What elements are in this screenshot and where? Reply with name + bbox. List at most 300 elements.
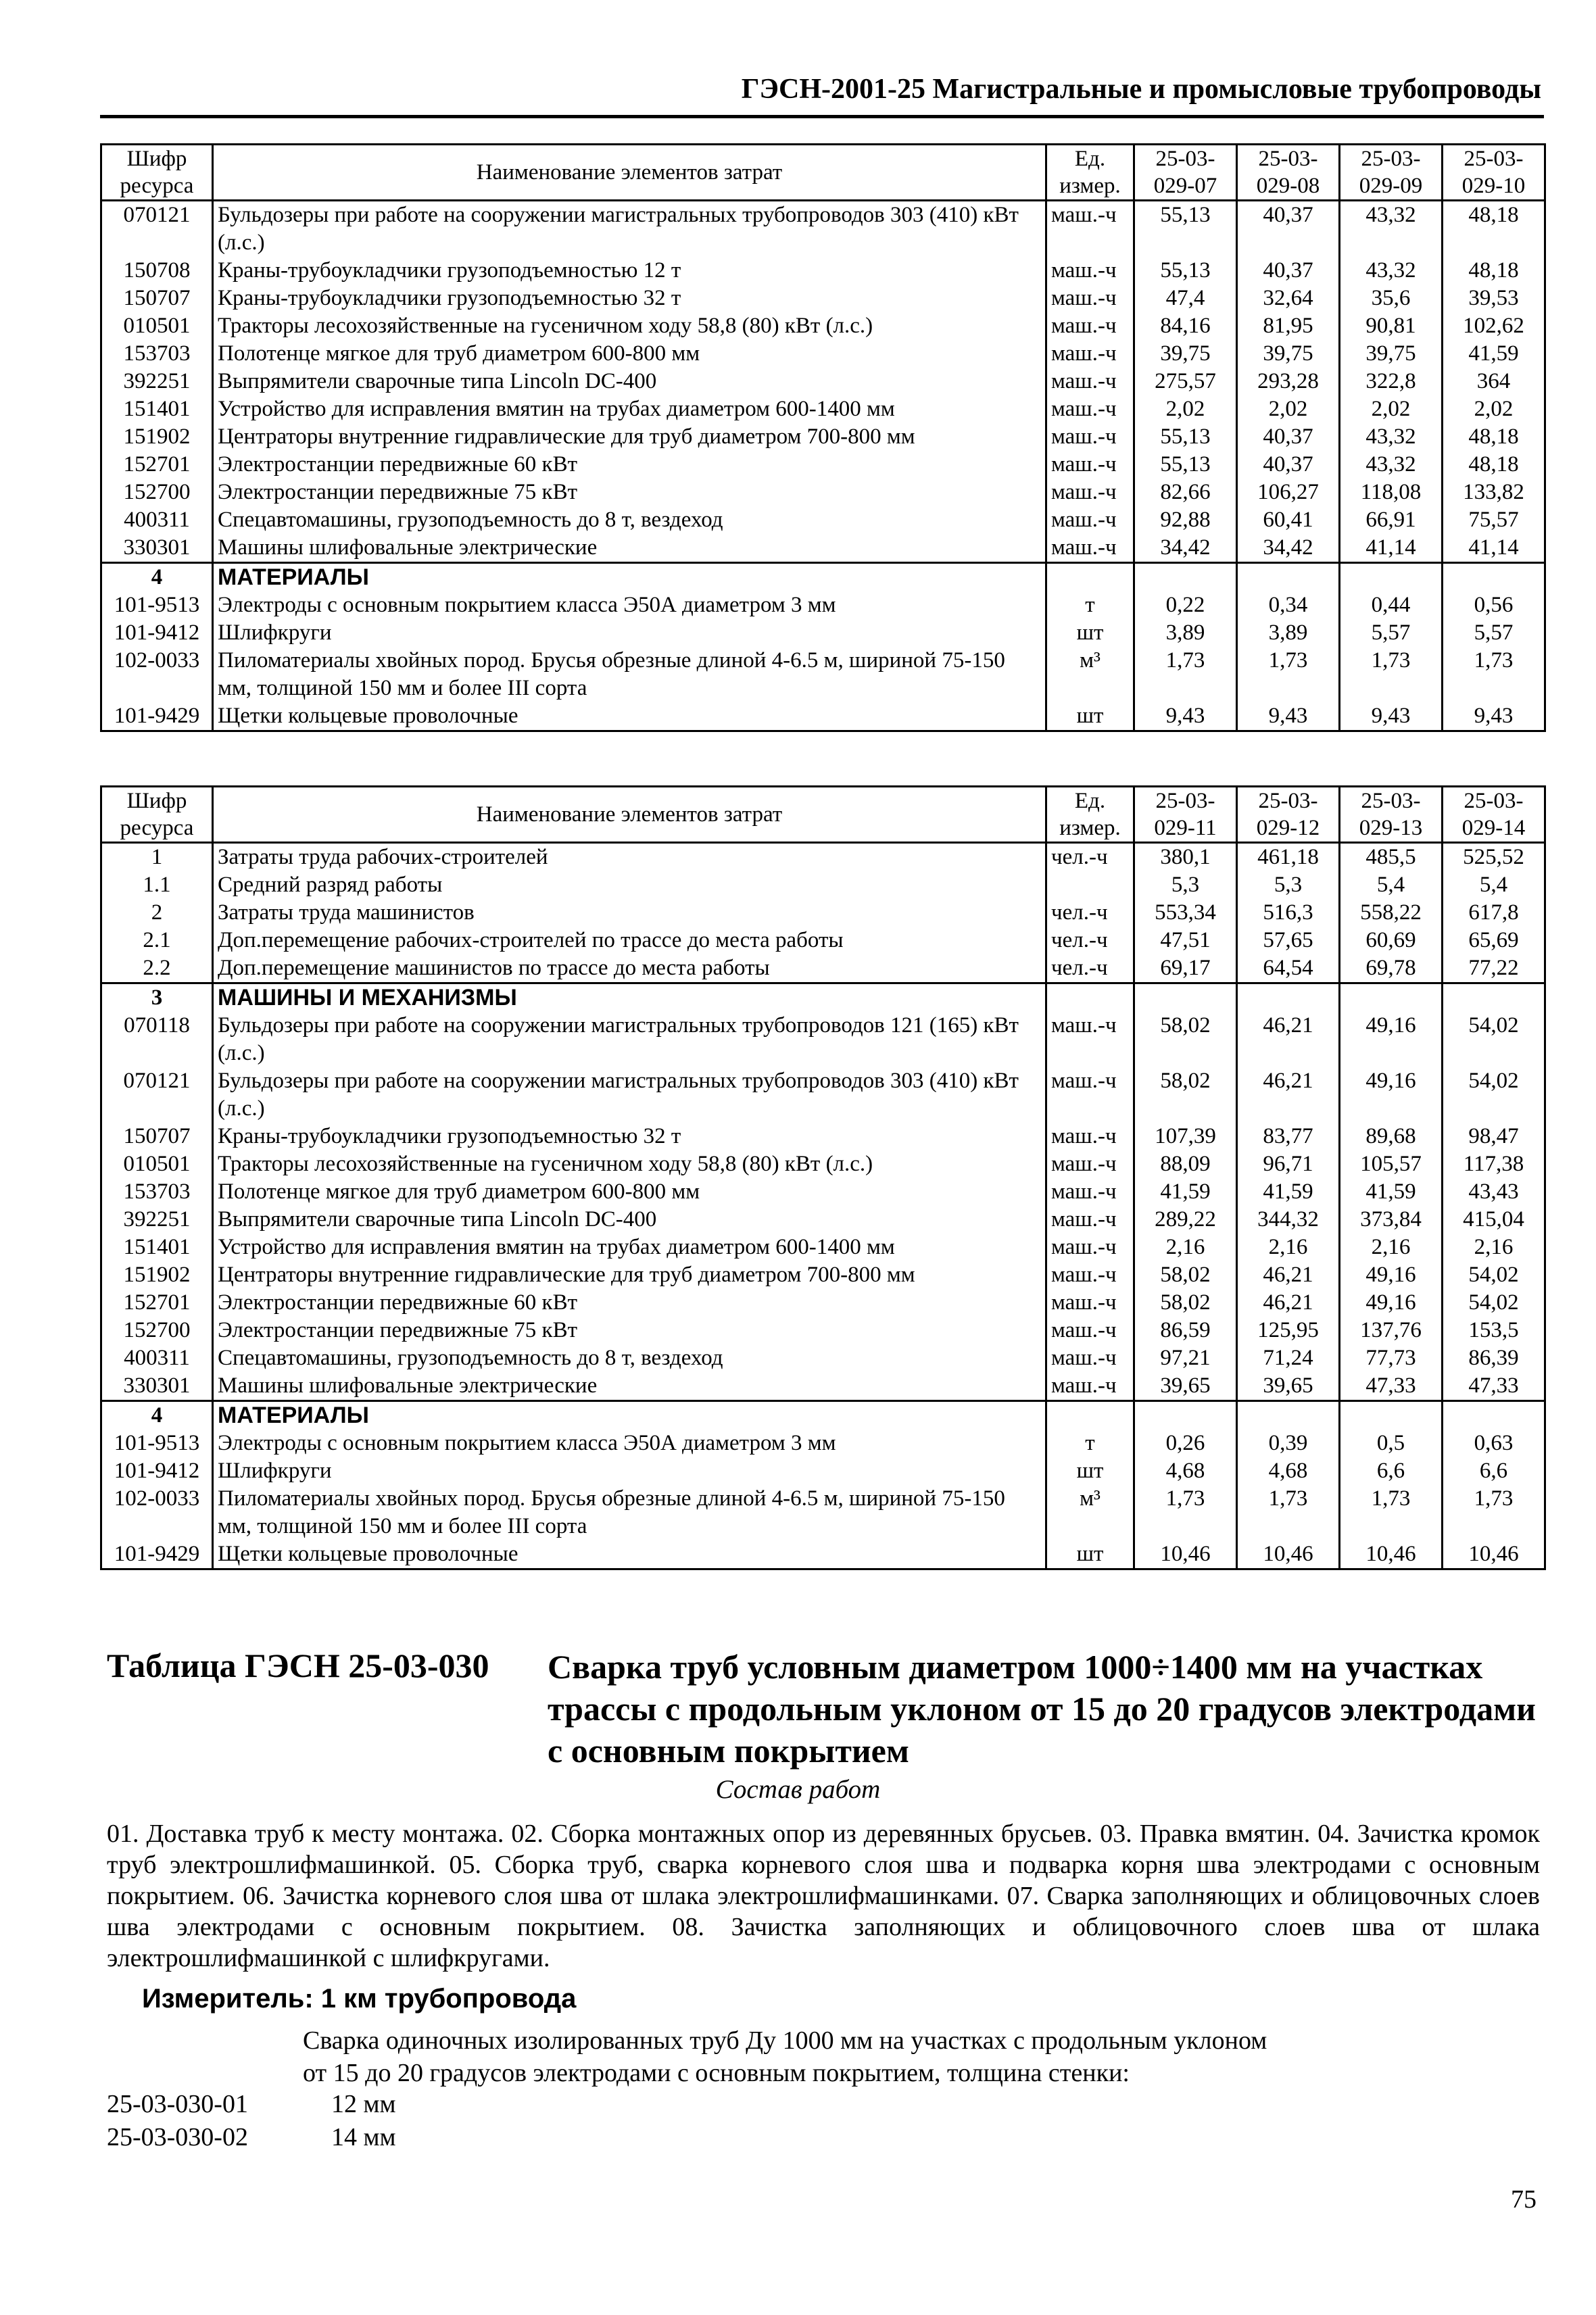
resource-code: 151401 <box>101 395 213 423</box>
value-cell: 34,42 <box>1237 534 1340 563</box>
header-code: Шифр ресурса <box>101 787 213 843</box>
unit-cell: т <box>1046 1430 1134 1457</box>
resource-name: Затраты труда машинистов <box>213 899 1046 927</box>
resource-code: 101-9429 <box>101 1540 213 1569</box>
resource-code: 151902 <box>101 423 213 451</box>
resource-code: 070121 <box>101 1067 213 1123</box>
value-cell: 461,18 <box>1237 843 1340 872</box>
resource-code: 070118 <box>101 1012 213 1067</box>
value-cell: 4,68 <box>1134 1457 1237 1485</box>
resource-name: Выпрямители сварочные типа Lincoln DC-400 <box>213 368 1046 395</box>
value-cell: 43,32 <box>1340 201 1443 258</box>
empty-cell <box>1237 563 1340 592</box>
value-cell: 60,69 <box>1340 927 1443 954</box>
table-row <box>101 1123 1545 1150</box>
table-row <box>101 1457 1545 1485</box>
unit-cell: маш.-ч <box>1046 1344 1134 1372</box>
resource-code: 101-9429 <box>101 702 213 731</box>
value-cell: 322,8 <box>1340 368 1443 395</box>
unit-cell: маш.-ч <box>1046 1289 1134 1317</box>
rate-value: 12 мм <box>331 2090 396 2118</box>
unit-cell: маш.-ч <box>1046 534 1134 563</box>
unit-cell: маш.-ч <box>1046 1067 1134 1123</box>
value-cell: 1,73 <box>1340 647 1443 702</box>
table-row <box>101 201 1545 258</box>
value-cell: 0,39 <box>1237 1430 1340 1457</box>
value-cell: 344,32 <box>1237 1206 1340 1234</box>
value-cell: 46,21 <box>1237 1067 1340 1123</box>
resource-name: Выпрямители сварочные типа Lincoln DC-400 <box>213 1206 1046 1234</box>
resource-name: Доп.перемещение машинистов по трассе до места работы <box>213 954 1046 983</box>
value-cell: 46,21 <box>1237 1261 1340 1289</box>
value-cell: 71,24 <box>1237 1344 1340 1372</box>
table-row <box>101 843 1545 872</box>
unit-cell: маш.-ч <box>1046 257 1134 285</box>
value-cell: 64,54 <box>1237 954 1340 983</box>
value-cell: 90,81 <box>1340 312 1443 340</box>
resource-name: Спецавтомашины, грузоподъемность до 8 т, вездеход <box>213 506 1046 534</box>
unit-cell: м³ <box>1046 647 1134 702</box>
value-cell: 9,43 <box>1443 702 1545 731</box>
header-col-2: 25-03-029-08 <box>1237 145 1340 201</box>
empty-cell <box>1443 1401 1545 1430</box>
table-row <box>101 285 1545 312</box>
value-cell: 553,34 <box>1134 899 1237 927</box>
table-label: Таблица ГЭСН 25-03-030 <box>107 1647 489 1684</box>
unit-cell: маш.-ч <box>1046 368 1134 395</box>
value-cell: 105,57 <box>1340 1150 1443 1178</box>
value-cell: 54,02 <box>1443 1067 1545 1123</box>
table-row <box>101 1430 1545 1457</box>
resource-code: 101-9412 <box>101 619 213 647</box>
header-col-1: 25-03-029-11 <box>1134 787 1237 843</box>
value-cell: 10,46 <box>1443 1540 1545 1569</box>
resource-name: Пиломатериалы хвойных пород. Брусья обрезные длиной 4-6.5 м, шириной 75-150 мм, толщиной 150 мм и более III сорта <box>213 647 1046 702</box>
value-cell: 106,27 <box>1237 479 1340 506</box>
table-row <box>101 899 1545 927</box>
value-cell: 40,37 <box>1237 201 1340 258</box>
header-col-2: 25-03-029-12 <box>1237 787 1340 843</box>
value-cell: 516,3 <box>1237 899 1340 927</box>
unit-cell: маш.-ч <box>1046 1012 1134 1067</box>
table-row <box>101 647 1545 702</box>
table-row <box>101 871 1545 899</box>
rate-code: 25-03-030-01 <box>107 2090 248 2118</box>
unit-cell: маш.-ч <box>1046 312 1134 340</box>
value-cell: 32,64 <box>1237 285 1340 312</box>
resource-name: Бульдозеры при работе на сооружении магистральных трубопроводов 121 (165) кВт (л.с.) <box>213 1012 1046 1067</box>
value-cell: 485,5 <box>1340 843 1443 872</box>
value-cell: 6,6 <box>1443 1457 1545 1485</box>
table-row <box>101 1178 1545 1206</box>
table-row <box>101 1344 1545 1372</box>
resource-code: 330301 <box>101 1372 213 1401</box>
table-row <box>101 1317 1545 1344</box>
value-cell: 41,59 <box>1134 1178 1237 1206</box>
resource-code: 392251 <box>101 1206 213 1234</box>
unit-cell: т <box>1046 591 1134 619</box>
unit-cell: шт <box>1046 619 1134 647</box>
resource-code: 3 <box>101 983 213 1013</box>
table-row <box>101 702 1545 731</box>
value-cell: 0,34 <box>1237 591 1340 619</box>
value-cell: 1,73 <box>1237 647 1340 702</box>
value-cell: 2,02 <box>1340 395 1443 423</box>
value-cell: 364 <box>1443 368 1545 395</box>
value-cell: 5,4 <box>1340 871 1443 899</box>
value-cell: 525,52 <box>1443 843 1545 872</box>
table-row <box>101 1234 1545 1261</box>
value-cell: 41,59 <box>1443 340 1545 368</box>
header-col-3: 25-03-029-09 <box>1340 145 1443 201</box>
value-cell: 69,17 <box>1134 954 1237 983</box>
table-row <box>101 1261 1545 1289</box>
value-cell: 41,59 <box>1237 1178 1340 1206</box>
section-row <box>101 563 1545 592</box>
resource-code: 101-9513 <box>101 591 213 619</box>
unit-cell: маш.-ч <box>1046 451 1134 479</box>
value-cell: 58,02 <box>1134 1261 1237 1289</box>
value-cell: 43,43 <box>1443 1178 1545 1206</box>
value-cell: 89,68 <box>1340 1123 1443 1150</box>
value-cell: 1,73 <box>1443 647 1545 702</box>
resource-name: Электростанции передвижные 60 кВт <box>213 451 1046 479</box>
value-cell: 40,37 <box>1237 257 1340 285</box>
value-cell: 96,71 <box>1237 1150 1340 1178</box>
value-cell: 66,91 <box>1340 506 1443 534</box>
value-cell: 118,08 <box>1340 479 1443 506</box>
value-cell: 77,73 <box>1340 1344 1443 1372</box>
header-code: Шифр ресурса <box>101 145 213 201</box>
value-cell: 9,43 <box>1237 702 1340 731</box>
unit-cell: маш.-ч <box>1046 1150 1134 1178</box>
resource-code: 010501 <box>101 1150 213 1178</box>
value-cell: 39,65 <box>1134 1372 1237 1401</box>
value-cell: 3,89 <box>1237 619 1340 647</box>
measure-unit: Измеритель: 1 км трубопровода <box>142 1984 577 2014</box>
value-cell: 98,47 <box>1443 1123 1545 1150</box>
resource-name: Центраторы внутренние гидравлические для труб диаметром 700-800 мм <box>213 1261 1046 1289</box>
table-row <box>101 423 1545 451</box>
value-cell: 9,43 <box>1340 702 1443 731</box>
value-cell: 102,62 <box>1443 312 1545 340</box>
value-cell: 40,37 <box>1237 423 1340 451</box>
value-cell: 49,16 <box>1340 1012 1443 1067</box>
resource-name: Машины шлифовальные электрические <box>213 534 1046 563</box>
value-cell: 49,16 <box>1340 1261 1443 1289</box>
value-cell: 77,22 <box>1443 954 1545 983</box>
unit-cell: м³ <box>1046 1485 1134 1540</box>
table-row <box>101 927 1545 954</box>
resource-name: Тракторы лесохозяйственные на гусеничном ходу 58,8 (80) кВт (л.с.) <box>213 312 1046 340</box>
value-cell: 1,73 <box>1237 1485 1340 1540</box>
value-cell: 10,46 <box>1134 1540 1237 1569</box>
resource-name: Шлифкруги <box>213 1457 1046 1485</box>
empty-cell <box>1134 563 1237 592</box>
resource-code: 152700 <box>101 479 213 506</box>
rate-code: 25-03-030-02 <box>107 2123 248 2151</box>
value-cell: 55,13 <box>1134 451 1237 479</box>
work-composition-text: 01. Доставка труб к месту монтажа. 02. Сборка монтажных опор из деревянных брусьев. 03. Правка вмятин. 04. Зачистка кромок труб электрошлифмашинкой. 05. Сборка труб, сварка корневого слоя шва и подварка корня шва электродами с основным покрытием. 06. Зачистка корневого слоя шва от шлака электрошлифмашинками. 07. Сварка заполняющих и облицовочных слоев шва электродами с основным покрытием. 08. Зачистка заполняющих и облицовочного слоев шва от шлака электрошлифмашинкой с шлифкругами. <box>107 1820 1540 1972</box>
value-cell: 373,84 <box>1340 1206 1443 1234</box>
value-cell: 55,13 <box>1134 423 1237 451</box>
resource-name: Щетки кольцевые проволочные <box>213 702 1046 731</box>
value-cell: 5,4 <box>1443 871 1545 899</box>
header-col-4: 25-03-029-10 <box>1443 145 1545 201</box>
resource-name: Шлифкруги <box>213 619 1046 647</box>
unit-cell: маш.-ч <box>1046 506 1134 534</box>
resource-code: 152700 <box>101 1317 213 1344</box>
value-cell: 293,28 <box>1237 368 1340 395</box>
value-cell: 43,32 <box>1340 451 1443 479</box>
resource-code: 152701 <box>101 451 213 479</box>
unit-cell: маш.-ч <box>1046 423 1134 451</box>
unit-cell: маш.-ч <box>1046 1178 1134 1206</box>
resource-name: Краны-трубоукладчики грузоподъемностью 12 т <box>213 257 1046 285</box>
value-cell: 415,04 <box>1443 1206 1545 1234</box>
value-cell: 39,53 <box>1443 285 1545 312</box>
value-cell: 41,14 <box>1340 534 1443 563</box>
header-name: Наименование элементов затрат <box>213 145 1046 201</box>
value-cell: 380,1 <box>1134 843 1237 872</box>
header-col-1: 25-03-029-07 <box>1134 145 1237 201</box>
empty-cell <box>1340 563 1443 592</box>
header-name: Наименование элементов затрат <box>213 787 1046 843</box>
unit-cell: маш.-ч <box>1046 285 1134 312</box>
table-row <box>101 1206 1545 1234</box>
table-row <box>101 619 1545 647</box>
empty-cell <box>1237 1401 1340 1430</box>
resource-name: Электростанции передвижные 75 кВт <box>213 479 1046 506</box>
unit-cell: маш.-ч <box>1046 340 1134 368</box>
value-cell: 39,75 <box>1134 340 1237 368</box>
value-cell: 46,21 <box>1237 1012 1340 1067</box>
value-cell: 49,16 <box>1340 1289 1443 1317</box>
table-body <box>101 201 1545 731</box>
unit-cell: маш.-ч <box>1046 1206 1134 1234</box>
resource-code: 1 <box>101 843 213 872</box>
value-cell: 83,77 <box>1237 1123 1340 1150</box>
empty-cell <box>1443 983 1545 1013</box>
empty-cell <box>1443 563 1545 592</box>
table-row <box>101 1150 1545 1178</box>
empty-cell <box>1237 983 1340 1013</box>
value-cell: 2,16 <box>1443 1234 1545 1261</box>
empty-cell <box>1046 563 1134 592</box>
header-rule <box>100 115 1544 118</box>
value-cell: 107,39 <box>1134 1123 1237 1150</box>
value-cell: 55,13 <box>1134 257 1237 285</box>
table-row <box>101 312 1545 340</box>
table-row <box>101 395 1545 423</box>
table-body <box>101 843 1545 1569</box>
table-row <box>101 1067 1545 1123</box>
value-cell: 54,02 <box>1443 1012 1545 1067</box>
section-row <box>101 1401 1545 1430</box>
value-cell: 47,33 <box>1340 1372 1443 1401</box>
resource-code: 2 <box>101 899 213 927</box>
resource-name: Пиломатериалы хвойных пород. Брусья обрезные длиной 4-6.5 м, шириной 75-150 мм, толщиной 150 мм и более III сорта <box>213 1485 1046 1540</box>
resource-code: 101-9513 <box>101 1430 213 1457</box>
resource-code: 153703 <box>101 1178 213 1206</box>
table-row <box>101 1289 1545 1317</box>
table-row <box>101 1012 1545 1067</box>
resource-code: 102-0033 <box>101 1485 213 1540</box>
value-cell: 97,21 <box>1134 1344 1237 1372</box>
value-cell: 39,75 <box>1340 340 1443 368</box>
value-cell: 5,57 <box>1443 619 1545 647</box>
value-cell: 2,16 <box>1340 1234 1443 1261</box>
value-cell: 69,78 <box>1340 954 1443 983</box>
resource-name: Тракторы лесохозяйственные на гусеничном ходу 58,8 (80) кВт (л.с.) <box>213 1150 1046 1178</box>
value-cell: 133,82 <box>1443 479 1545 506</box>
resource-name: Спецавтомашины, грузоподъемность до 8 т, вездеход <box>213 1344 1046 1372</box>
value-cell: 2,16 <box>1237 1234 1340 1261</box>
header-unit: Ед. измер. <box>1046 145 1134 201</box>
value-cell: 84,16 <box>1134 312 1237 340</box>
value-cell: 9,43 <box>1134 702 1237 731</box>
value-cell: 39,65 <box>1237 1372 1340 1401</box>
value-cell: 54,02 <box>1443 1261 1545 1289</box>
resource-name: Электростанции передвижные 75 кВт <box>213 1317 1046 1344</box>
value-cell: 4,68 <box>1237 1457 1340 1485</box>
resource-name: МАТЕРИАЛЫ <box>213 563 1046 592</box>
value-cell: 1,73 <box>1134 1485 1237 1540</box>
value-cell: 558,22 <box>1340 899 1443 927</box>
value-cell: 10,46 <box>1237 1540 1340 1569</box>
resource-name: МАШИНЫ И МЕХАНИЗМЫ <box>213 983 1046 1013</box>
table-header-row <box>101 787 1545 843</box>
value-cell: 41,14 <box>1443 534 1545 563</box>
table-row <box>101 591 1545 619</box>
unit-cell: маш.-ч <box>1046 1234 1134 1261</box>
value-cell: 54,02 <box>1443 1289 1545 1317</box>
resource-code: 151401 <box>101 1234 213 1261</box>
resource-name: Щетки кольцевые проволочные <box>213 1540 1046 1569</box>
work-composition-title: Состав работ <box>715 1775 881 1804</box>
value-cell: 1,73 <box>1443 1485 1545 1540</box>
value-cell: 65,69 <box>1443 927 1545 954</box>
resource-code: 392251 <box>101 368 213 395</box>
value-cell: 48,18 <box>1443 201 1545 258</box>
resource-code: 2.1 <box>101 927 213 954</box>
rate-description <box>303 2024 1452 2089</box>
resource-name: Бульдозеры при работе на сооружении магистральных трубопроводов 303 (410) кВт (л.с.) <box>213 1067 1046 1123</box>
value-cell: 86,39 <box>1443 1344 1545 1372</box>
value-cell: 58,02 <box>1134 1067 1237 1123</box>
value-cell: 41,59 <box>1340 1178 1443 1206</box>
resource-code: 153703 <box>101 340 213 368</box>
rate-description-line-2: от 15 до 20 градусов электродами с основным покрытием, толщина стенки: <box>303 2059 1130 2087</box>
resource-code: 152701 <box>101 1289 213 1317</box>
value-cell: 10,46 <box>1340 1540 1443 1569</box>
value-cell: 43,32 <box>1340 257 1443 285</box>
table-row <box>101 534 1545 563</box>
unit-cell: маш.-ч <box>1046 1372 1134 1401</box>
resource-name: Краны-трубоукладчики грузоподъемностью 32 т <box>213 1123 1046 1150</box>
rate-value: 14 мм <box>331 2123 396 2151</box>
resource-code: 101-9412 <box>101 1457 213 1485</box>
table-row <box>101 257 1545 285</box>
value-cell: 55,13 <box>1134 201 1237 258</box>
unit-cell: шт <box>1046 702 1134 731</box>
table-row <box>101 1372 1545 1401</box>
value-cell: 47,33 <box>1443 1372 1545 1401</box>
resource-name: Бульдозеры при работе на сооружении магистральных трубопроводов 303 (410) кВт (л.с.) <box>213 201 1046 258</box>
value-cell: 0,44 <box>1340 591 1443 619</box>
value-cell: 0,26 <box>1134 1430 1237 1457</box>
rate-description-line-1: Сварка одиночных изолированных труб Ду 1000 мм на участках с продольным уклоном <box>303 2026 1267 2055</box>
resource-code: 4 <box>101 1401 213 1430</box>
value-cell: 58,02 <box>1134 1012 1237 1067</box>
value-cell: 81,95 <box>1237 312 1340 340</box>
resource-code: 400311 <box>101 1344 213 1372</box>
value-cell: 5,3 <box>1237 871 1340 899</box>
resource-code: 150708 <box>101 257 213 285</box>
resource-name: Затраты труда рабочих-строителей <box>213 843 1046 872</box>
table-row <box>101 954 1545 983</box>
resource-table-1 <box>100 143 1546 732</box>
resource-code: 150707 <box>101 1123 213 1150</box>
resource-code: 151902 <box>101 1261 213 1289</box>
unit-cell: чел.-ч <box>1046 899 1134 927</box>
header-col-4: 25-03-029-14 <box>1443 787 1545 843</box>
table-row <box>101 1485 1545 1540</box>
value-cell: 6,6 <box>1340 1457 1443 1485</box>
value-cell: 0,56 <box>1443 591 1545 619</box>
resource-name: МАТЕРИАЛЫ <box>213 1401 1046 1430</box>
resource-code: 1.1 <box>101 871 213 899</box>
value-cell: 86,59 <box>1134 1317 1237 1344</box>
value-cell: 60,41 <box>1237 506 1340 534</box>
value-cell: 3,89 <box>1134 619 1237 647</box>
resource-table-2 <box>100 785 1546 1570</box>
unit-cell: маш.-ч <box>1046 1261 1134 1289</box>
unit-cell: маш.-ч <box>1046 201 1134 258</box>
resource-code: 102-0033 <box>101 647 213 702</box>
empty-cell <box>1134 983 1237 1013</box>
unit-cell: маш.-ч <box>1046 395 1134 423</box>
empty-cell <box>1134 1401 1237 1430</box>
value-cell: 5,57 <box>1340 619 1443 647</box>
resource-code: 070121 <box>101 201 213 258</box>
table-row <box>101 479 1545 506</box>
value-cell: 57,65 <box>1237 927 1340 954</box>
resource-name: Устройство для исправления вмятин на трубах диаметром 600-1400 мм <box>213 395 1046 423</box>
value-cell: 1,73 <box>1340 1485 1443 1540</box>
resource-code: 010501 <box>101 312 213 340</box>
value-cell: 88,09 <box>1134 1150 1237 1178</box>
resource-name: Центраторы внутренние гидравлические для труб диаметром 700-800 мм <box>213 423 1046 451</box>
value-cell: 125,95 <box>1237 1317 1340 1344</box>
value-cell: 75,57 <box>1443 506 1545 534</box>
unit-cell: чел.-ч <box>1046 927 1134 954</box>
empty-cell <box>1046 1401 1134 1430</box>
empty-cell <box>1046 983 1134 1013</box>
page-number: 75 <box>1511 2185 1537 2214</box>
resource-name: Средний разряд работы <box>213 871 1046 899</box>
unit-cell: маш.-ч <box>1046 479 1134 506</box>
section-row <box>101 983 1545 1013</box>
value-cell: 5,3 <box>1134 871 1237 899</box>
value-cell: 1,73 <box>1134 647 1237 702</box>
value-cell: 58,02 <box>1134 1289 1237 1317</box>
table-header-row <box>101 145 1545 201</box>
value-cell: 153,5 <box>1443 1317 1545 1344</box>
value-cell: 46,21 <box>1237 1289 1340 1317</box>
empty-cell <box>1340 1401 1443 1430</box>
value-cell: 0,63 <box>1443 1430 1545 1457</box>
